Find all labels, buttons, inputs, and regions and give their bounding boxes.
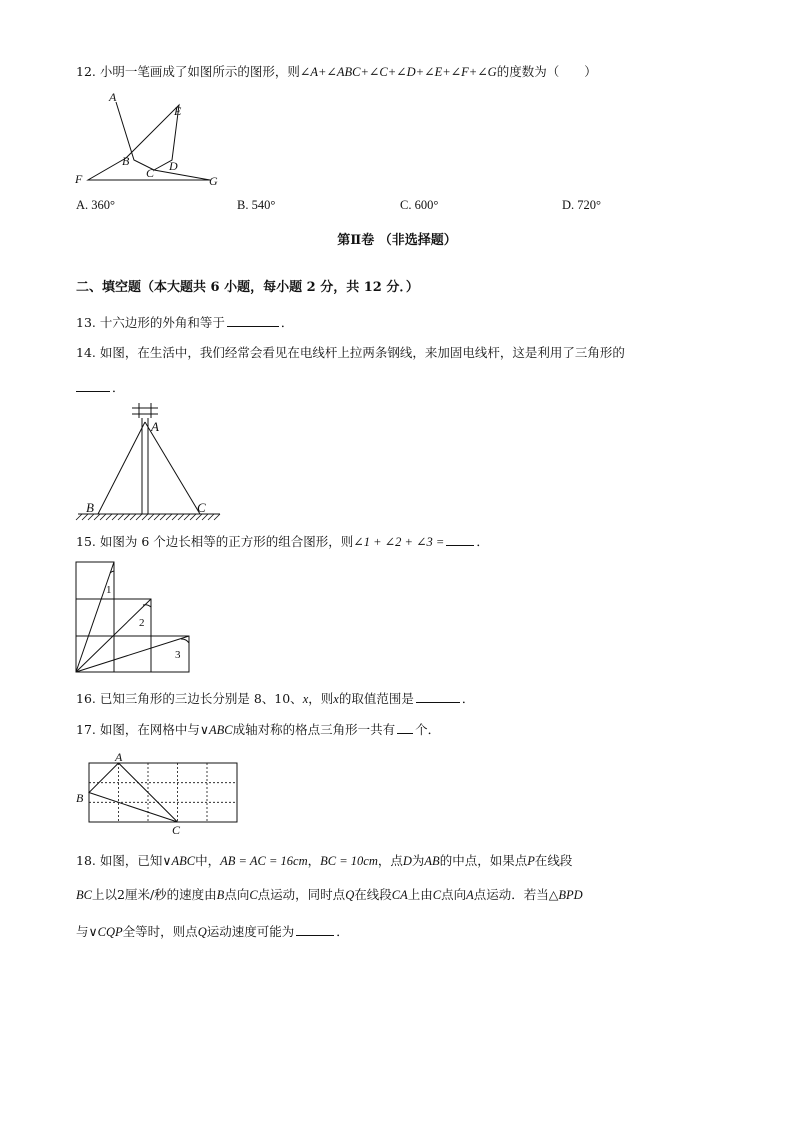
q12-expression: ∠A+∠ABC+∠C+∠D+∠E+∠F+∠G <box>299 65 497 79</box>
q12-label-g: G <box>209 174 218 188</box>
q13-text: 13. 十六边形的外角和等于 <box>76 315 225 330</box>
q15-angle-1: 1 <box>106 584 112 596</box>
q12-label-e: E <box>174 104 182 118</box>
q14-label-a: A <box>151 419 159 434</box>
q17-label-c: C <box>172 823 181 837</box>
q17-stem <box>76 720 440 739</box>
q12-label-f: F <box>75 172 83 186</box>
q13-answer-blank <box>227 313 279 327</box>
q14-stem-line1: 14. 如图，在生活中，我们经常会看见在电线杆上拉两条钢线，来加固电线杆，这是利用了三角形的 <box>76 345 625 360</box>
section-title: 二、填空题（本大题共 6 小题，每小题 2 分，共 12 分．） <box>76 280 419 295</box>
q12-label-d: D <box>169 159 178 173</box>
q15-text: 15. 如图为 6 个边长相等的正方形的组合图形，则 <box>76 534 354 549</box>
q16-var1: x <box>302 692 309 706</box>
q18-stem-line2: BC上以2厘米/秒的速度由B点向C点运动，同时点Q在线段CA上由C点向A点运动．若当△BPD <box>76 887 583 902</box>
q12-label-b: B <box>122 154 130 168</box>
q16-end: ． <box>461 691 475 706</box>
q15-answer-blank <box>446 532 474 546</box>
q17-answer-blank <box>397 720 413 734</box>
q15-angle-2: 2 <box>139 617 145 629</box>
part-title: 第Ⅱ卷 （非选择题） <box>337 233 457 248</box>
q16-text2: ，则 <box>308 691 334 706</box>
q14-answer-blank <box>76 378 110 392</box>
q17-text2: 成轴对称的格点三角形一共有 <box>232 722 396 737</box>
q14-stem-line2 <box>76 378 125 397</box>
q16-text3: 的取值范围是 <box>338 691 414 706</box>
q12-label-c: C <box>146 166 155 180</box>
q17-label-a: A <box>115 750 123 764</box>
q12-prefix: 12. 小明一笔画成了如图所示的图形，则 <box>76 64 300 79</box>
q18-stem-line1: 18. 如图，已知∨ABC中，AB = AC = 16cm，BC = 10cm，点D为AB的中点，如果点P在线段 <box>76 853 573 868</box>
q12-choice-b: B. 540° <box>237 198 276 212</box>
q12-choice-d: D. 720° <box>562 198 602 212</box>
q17-text1: 17. 如图，在网格中与 <box>76 722 200 737</box>
q17-end: 个． <box>415 722 441 737</box>
q13-stem <box>76 313 293 332</box>
q12-choice-c: C. 600° <box>400 198 439 212</box>
q14-label-c: C <box>197 500 206 515</box>
q17-label-b: B <box>76 791 84 805</box>
q18-stem-line3: 与∨CQP全等时，则点Q运动速度可能为 ． <box>76 924 349 939</box>
q16-text1: 16. 已知三角形的三边长分别是 8、10、 <box>76 691 303 706</box>
q12-figure <box>74 88 234 188</box>
q18-answer-blank <box>296 922 334 936</box>
q14-figure <box>74 400 234 524</box>
q15-stem <box>76 532 489 551</box>
q17-triangle: ∨ABC <box>199 723 233 737</box>
q16-answer-blank <box>416 689 460 703</box>
q15-expression: ∠1 + ∠2 + ∠3 = <box>353 535 445 549</box>
q12-label-a: A <box>109 90 117 104</box>
q15-end: ． <box>476 534 489 549</box>
q15-angle-3: 3 <box>175 649 181 661</box>
q12-suffix: 的度数为（ ） <box>496 64 597 79</box>
q16-stem <box>76 689 474 708</box>
q16-var2: x <box>333 692 339 706</box>
q14-end: ． <box>112 380 125 395</box>
q14-label-b: B <box>86 500 94 515</box>
q17-grid-figure <box>76 750 246 840</box>
q15-figure <box>76 562 196 677</box>
q12-choice-a: A. 360° <box>76 198 116 212</box>
q12-stem <box>76 63 597 81</box>
q13-end: ． <box>280 315 294 330</box>
